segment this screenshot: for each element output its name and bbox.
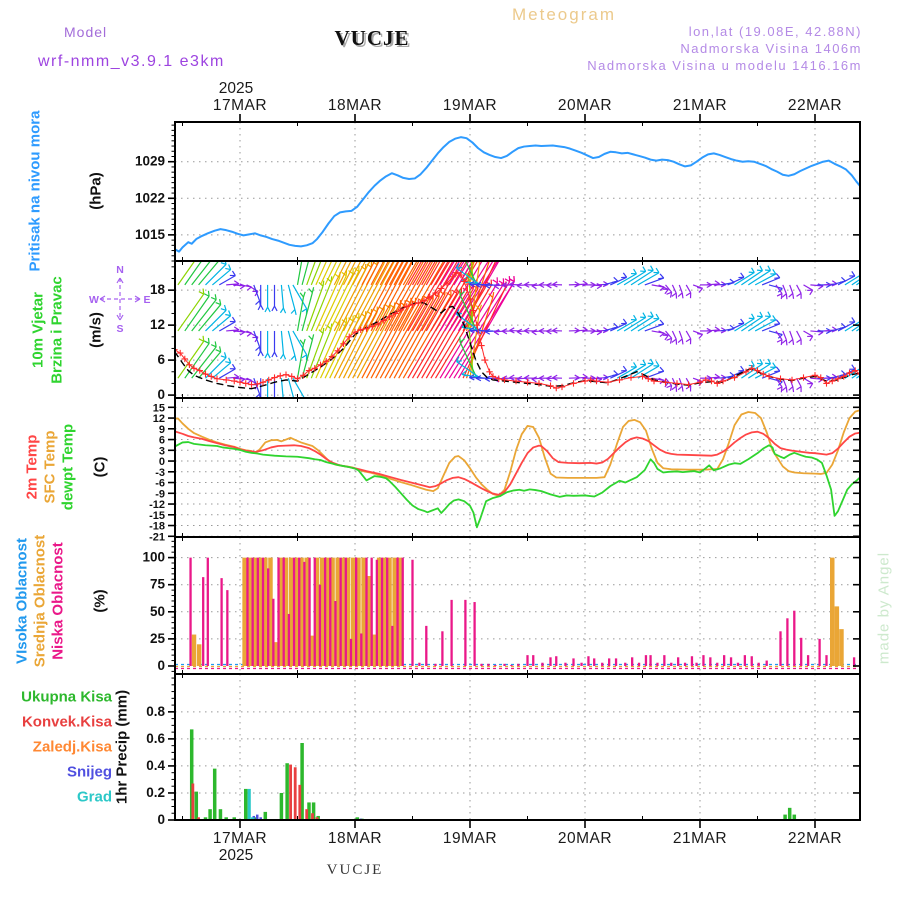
svg-text:2025: 2025 [218, 847, 254, 864]
svg-text:0: 0 [157, 812, 165, 827]
precip-frz-label: Zaledj.Kisa [32, 738, 112, 756]
svg-text:18MAR: 18MAR [327, 97, 383, 114]
svg-text:-12: -12 [149, 499, 165, 512]
wind-axis-label-1: 10m Vjetar [29, 292, 47, 368]
svg-text:25: 25 [149, 630, 165, 646]
svg-text:20MAR: 20MAR [557, 97, 613, 114]
precip-hail-label: Grad [76, 788, 112, 806]
svg-text:22MAR: 22MAR [787, 830, 843, 847]
model-name: wrf-nmm_v3.9.1 e3km [38, 53, 225, 70]
lonlat-text: lon,lat (19.08E, 42.88N) [688, 24, 862, 39]
svg-text:-6: -6 [155, 477, 165, 490]
temp-2m-label: 2m Temp [23, 434, 41, 500]
pressure-unit-label: (hPa) [87, 172, 105, 210]
temperature-panel [175, 398, 860, 537]
svg-text:21MAR: 21MAR [672, 830, 728, 847]
elevation-text: Nadmorska Visina 1406m [680, 41, 862, 56]
model-elevation-text: Nadmorska Visina u modelu 1416.16m [587, 58, 862, 73]
precip-total-label: Ukupna Kisa [21, 688, 112, 706]
svg-text:1029: 1029 [134, 153, 165, 169]
svg-text:0: 0 [157, 657, 165, 673]
svg-text:1015: 1015 [134, 226, 165, 242]
svg-text:18MAR: 18MAR [327, 830, 383, 847]
svg-text:22MAR: 22MAR [787, 97, 843, 114]
svg-text:E: E [143, 294, 151, 306]
svg-text:0: 0 [157, 387, 165, 403]
svg-text:75: 75 [149, 576, 165, 592]
temp-unit-label: (C) [91, 456, 109, 478]
svg-text:12: 12 [149, 317, 165, 333]
precip-unit-label: 1hr Precip (mm) [113, 689, 131, 805]
cloud-low-label: Niska Oblacnost [49, 542, 67, 660]
svg-text:-18: -18 [149, 520, 165, 533]
svg-text:19MAR: 19MAR [442, 830, 498, 847]
cloud-unit-label: (%) [91, 589, 109, 613]
page-title: VUCJE [334, 26, 410, 50]
svg-text:100: 100 [142, 549, 165, 565]
svg-text:6: 6 [158, 434, 165, 447]
svg-text:19MAR: 19MAR [442, 97, 498, 114]
svg-text:12: 12 [152, 413, 165, 426]
svg-text:0: 0 [158, 456, 165, 469]
wind-axis-label-2: Brzina i Pravac [48, 276, 66, 384]
svg-text:1022: 1022 [134, 190, 165, 206]
svg-text:-3: -3 [155, 466, 165, 479]
svg-text:18: 18 [149, 282, 165, 298]
temperature-series [174, 410, 859, 527]
app-title: Meteogram [512, 5, 616, 24]
cloud-high-label: VIsoka Oblacnost [13, 538, 31, 664]
precip-conv-label: Konvek.Kisa [21, 713, 112, 731]
svg-text:21MAR: 21MAR [672, 97, 728, 114]
svg-text:15: 15 [152, 402, 165, 415]
svg-text:50: 50 [149, 603, 165, 619]
wind-series [171, 183, 878, 408]
svg-text:0.8: 0.8 [146, 703, 165, 719]
svg-text:17MAR: 17MAR [212, 97, 268, 114]
svg-text:17MAR: 17MAR [212, 830, 268, 847]
svg-text:0.6: 0.6 [146, 730, 165, 746]
precip-snow-label: Snijeg [66, 763, 112, 781]
precip-panel [175, 674, 860, 820]
svg-text:0.4: 0.4 [146, 757, 165, 773]
temp-dew-label: dewpt Temp [59, 423, 77, 511]
svg-text:W: W [89, 294, 99, 306]
temp-sfc-label: SFC Temp [41, 430, 59, 504]
precip-series [192, 729, 795, 820]
svg-text:-9: -9 [155, 488, 165, 501]
footer-station-title: VUCJE [326, 862, 384, 878]
axes-frames [135, 122, 860, 827]
svg-text:2025: 2025 [218, 80, 254, 97]
watermark: made by Angel [875, 551, 893, 665]
pressure-axis-label: Pritisak na nivou mora [26, 110, 44, 272]
svg-text:20MAR: 20MAR [557, 830, 613, 847]
svg-text:9: 9 [158, 423, 165, 436]
svg-text:N: N [116, 264, 124, 276]
wind-unit-label: (m/s) [87, 312, 105, 348]
svg-text:3: 3 [158, 445, 165, 458]
svg-text:6: 6 [157, 352, 165, 368]
model-label: Model [64, 24, 108, 40]
svg-text:0.2: 0.2 [146, 784, 165, 800]
svg-text:-21: -21 [149, 531, 165, 544]
cloud-mid-label: Srednja Oblacnost [31, 534, 49, 668]
cloud-series [175, 558, 868, 669]
svg-text:S: S [116, 323, 124, 335]
svg-text:-15: -15 [149, 509, 165, 522]
